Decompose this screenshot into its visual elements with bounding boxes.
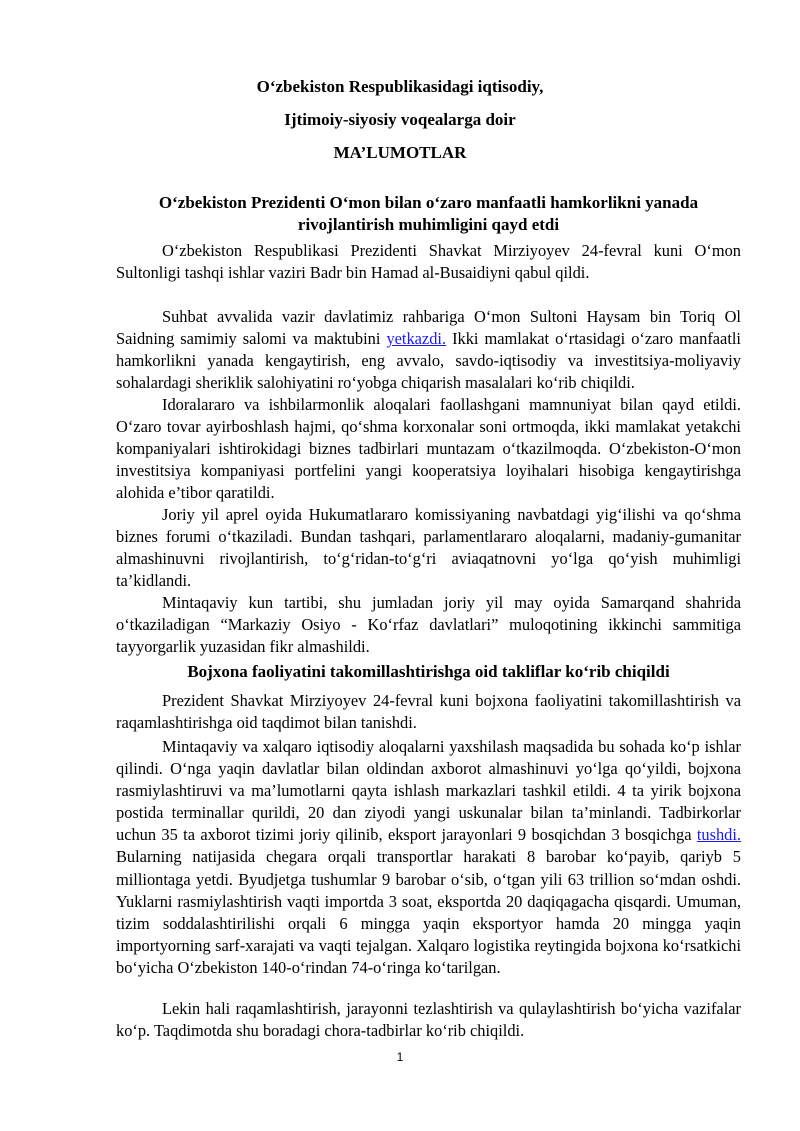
article1-title: O‘zbekiston Prezidenti O‘mon bilan o‘zaro manfaatli hamkorlikni yanada rivojlantirish muhimligini qayd etdi (158, 193, 699, 234)
article1-paragraph-4: Joriy yil aprel oyida Hukumatlararo komissiyaning navbatdagi yig‘ilishi va qo‘shma biznes forumi o‘tkaziladi. Bundan tashqari, parlamentlararo aloqalarni, madaniy-gumanitar almashinuvni rivojlantirish, to‘g‘ridan-to‘g‘ri aviaqatnovni yo‘lga qo‘yish muhimligi ta’kidlandi. (116, 505, 741, 591)
document-header-line2: Ijtimoiy-siyosiy voqealarga doir (284, 110, 516, 129)
article1-paragraph-5: Mintaqaviy kun tartibi, shu jumladan joriy yil may oyida Samarqand shahrida o‘tkaziladigan “Markaziy Osiyo - Ko‘rfaz davlatlari” muloqotining ikkinchi sammitiga tayyorgarlik yuzasidan fikr almashildi. (116, 593, 741, 657)
article1-paragraph-3: Idoralararo va ishbilarmonlik aloqalari faollashgani mamnuniyat bilan qayd etildi. O‘zaro tovar ayirboshlash hajmi, qo‘shma korxonalar soni ortmoqda, ikki mamlakat yetakchi kompaniyalari ishtirokidagi biznes tadbirlari muntazam o‘tkazilmoqda. O‘zbekiston-O‘mon investitsiya kompaniyasi portfelini yangi kooperatsiya loyihalari hisobiga kengaytirishga alohida e’tibor qaratildi. (116, 395, 741, 503)
article1-paragraph-2 (116, 306, 741, 394)
article2-paragraph-1: Prezident Shavkat Mirziyoyev 24-fevral kuni bojxona faoliyatini takomillashtirish va raqamlashtirishga oid taqdimot bilan tanishdi. (116, 691, 741, 733)
paragraph-text: Suhbat avvalida vazir davlatimiz rahbariga O‘mon Sultoni Haysam bin Toriq Ol Saidning samimiy salomi va maktubini (116, 307, 741, 349)
paragraph-text: Ikki mamlakat o‘rtasidagi o‘zaro manfaatli hamkorlikni yanada kengaytirish, eng avvalo, savdo-iqtisodiy va investitsiya-moliyaviy sohalardagi sheriklik salohiyatini ro‘yobga chiqarish masalalari ko‘rib chiqildi. (116, 329, 741, 393)
yetkazdi-link[interactable]: yetkazdi. (386, 329, 447, 349)
paragraph-text: Bularning natijasida chegara orqali transportlar harakati 8 barobar ko‘payib, qariyb 5 milliontaga yetdi. Byudjetga tushumlar 9 barobar o‘sib, o‘tgan yili 63 trillion so‘mdan oshdi. Yuklarni rasmiylashtirish vaqti importda 3 soat, eksportda 20 daqiqagacha qisqardi. Umuman, tizim soddalashtirilishi orqali 6 mingga yaqin eksportyor hamda 20 mingga yaqin importyorning sarf-xarajati va vaqti tejalgan. Xalqaro logistika reytingida bojxona ko‘rsatkichi bo‘yicha O‘zbekiston 140-o‘rindan 74-o‘ringa ko‘tarilgan. (116, 847, 741, 977)
article2-title: Bojxona faoliyatini takomillashtirishga oid takliflar ko‘rib chiqildi (187, 662, 670, 681)
document-header-line1: O‘zbekiston Respublikasidagi iqtisodiy, (256, 77, 544, 96)
article2-paragraph-2 (116, 736, 741, 979)
page-number: 1 (396, 1050, 404, 1064)
article2-paragraph-3: Lekin hali raqamlashtirish, jarayonni tezlashtirish va qulaylashtirish bo‘yicha vazifalar ko‘p. Taqdimotda shu boradagi chora-tadbirlar ko‘rib chiqildi. (116, 999, 741, 1041)
document-header-line3: MA’LUMOTLAR (333, 143, 467, 162)
tushdi-link[interactable]: tushdi. (696, 825, 741, 845)
article1-paragraph-1: O‘zbekiston Respublikasi Prezidenti Shavkat Mirziyoyev 24-fevral kuni O‘mon Sultonligi tashqi ishlar vaziri Badr bin Hamad al-Busaidiyni qabul qildi. (116, 241, 741, 283)
paragraph-text: Mintaqaviy va xalqaro iqtisodiy aloqalarni yaxshilash maqsadida bu sohada ko‘p ishlar qilindi. O‘nga yaqin davlatlar bilan oldindan axborot almashinuvi yo‘lga qo‘yildi, bojxona rasmiylashtiruvi va ma’lumotlarni qayta ishlash markazlari tashkil etildi. 4 ta yirik bojxona postida terminallar qurildi, 20 dan ziyodi yangi uskunalar bilan ta’minlandi. Tadbirkorlar uchun 35 ta axborot tizimi joriy qilinib, eksport jarayonlari 9 bosqichdan 3 bosqichga (116, 737, 741, 845)
